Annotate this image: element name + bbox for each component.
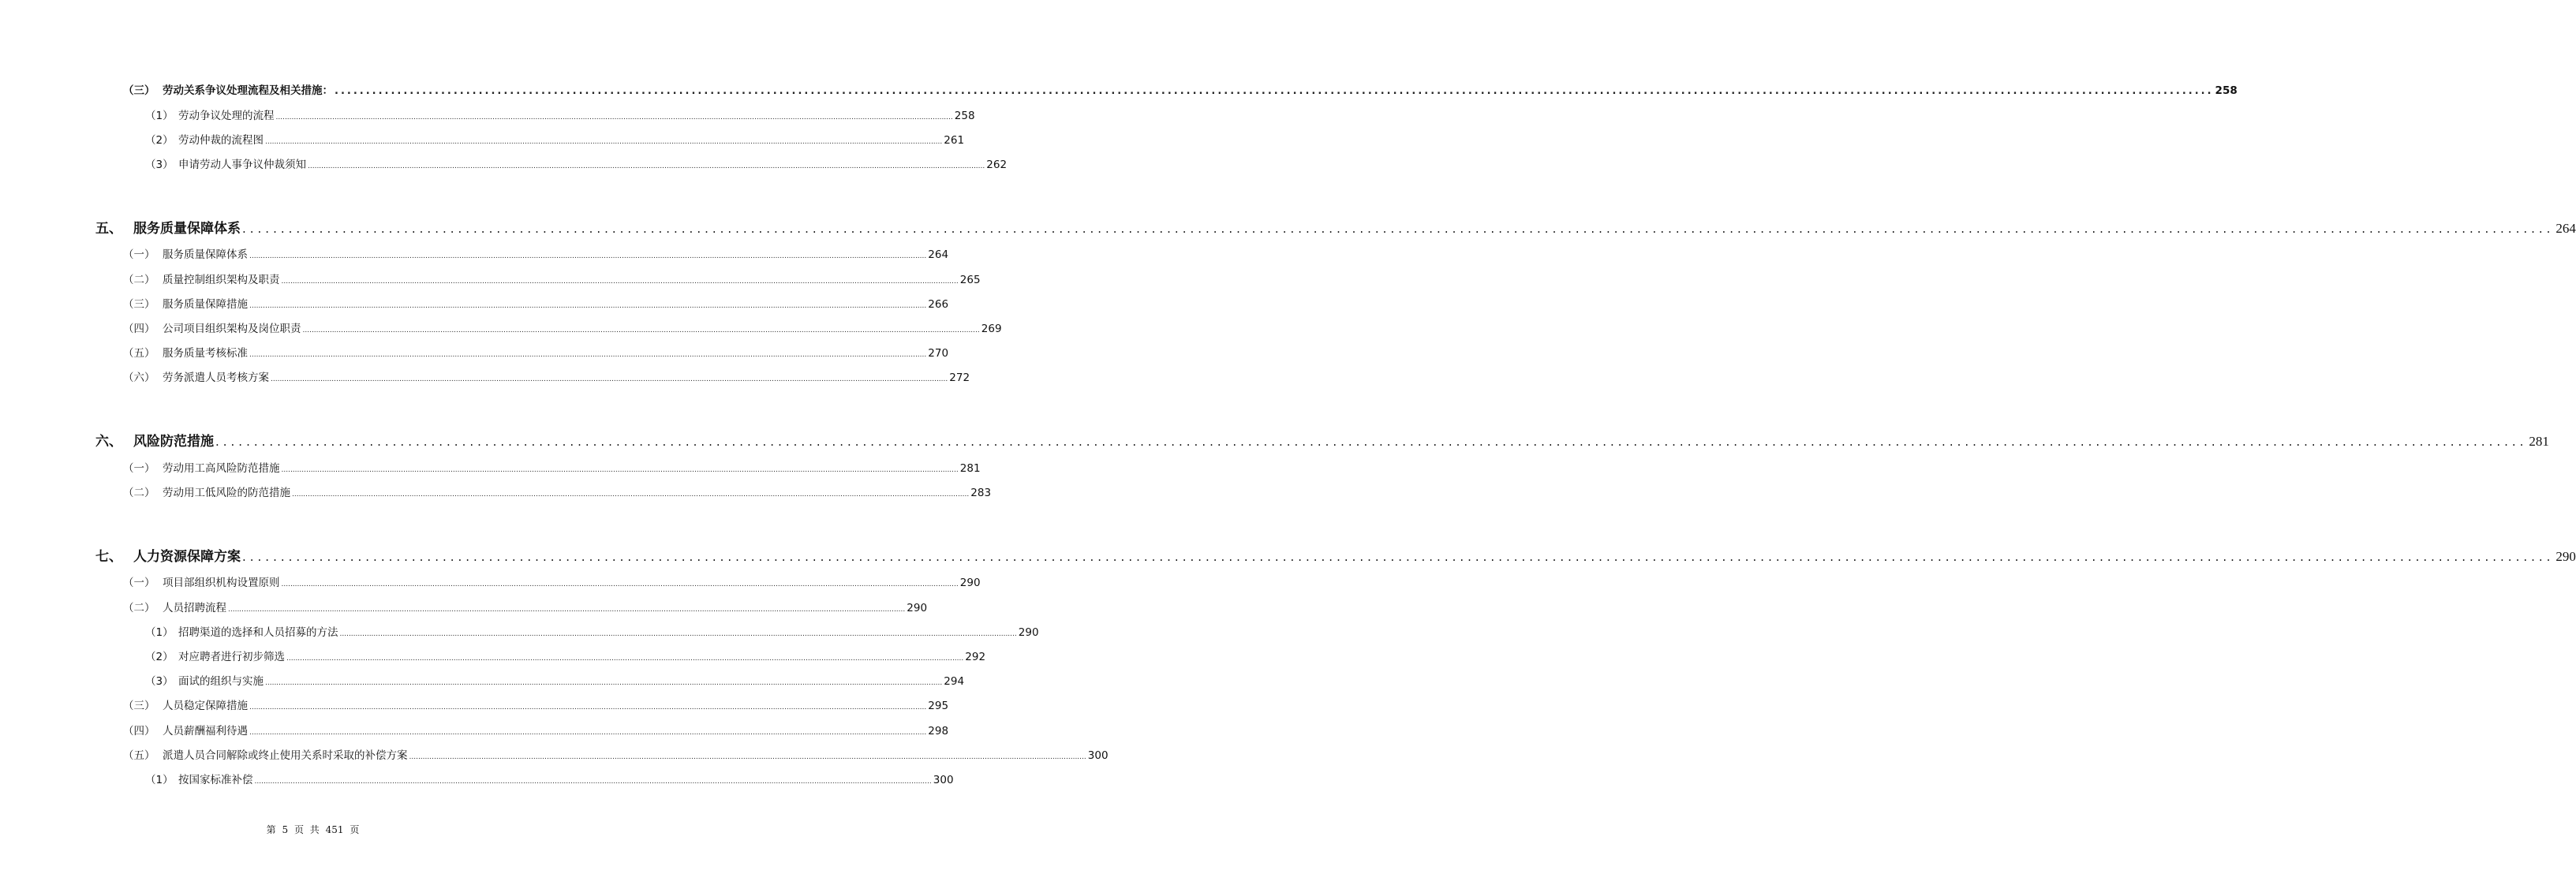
toc-dot-leader: ............................................................................................................................................................................................................................................................................................................ xyxy=(281,278,959,286)
toc-dot-leader: ............................................................................................................................................................................................................................................................................................................ xyxy=(249,252,927,260)
toc-entry-number: （1） xyxy=(145,110,174,122)
toc-dot-leader: ............................................................................................................................................................................................................................................................................................................ xyxy=(335,85,2214,97)
toc-entry-title: 服务质量保障体系 xyxy=(133,221,241,237)
toc-entry-number: （四） xyxy=(123,323,155,335)
toc-entry-number: （2） xyxy=(145,134,174,147)
toc-entry-page-number: 258 xyxy=(954,110,975,122)
toc-entry-page-number: 266 xyxy=(928,298,949,311)
toc-entry-number: 五、 xyxy=(95,221,122,237)
toc-entry-page-number: 290 xyxy=(2555,549,2576,564)
toc-entry-page-number: 300 xyxy=(933,774,954,786)
toc-dot-leader: ............................................................................................................................................................................................................................................................................................................ xyxy=(242,222,2555,236)
toc-entry-title: 服务质量保障措施 xyxy=(163,298,248,311)
toc-entry[interactable] xyxy=(123,81,2238,97)
toc-entry-number: （二） xyxy=(123,274,155,286)
toc-entry[interactable] xyxy=(95,217,2576,237)
toc-entry[interactable] xyxy=(123,746,1109,762)
toc-entry-title: 面试的组织与实施 xyxy=(178,675,264,688)
toc-entry-title: 人力资源保障方案 xyxy=(133,549,241,565)
toc-dot-leader: ............................................................................................................................................................................................................................................................................................................ xyxy=(302,327,980,334)
toc-entry[interactable] xyxy=(145,648,986,663)
toc-entry[interactable] xyxy=(145,672,965,688)
toc-entry-page-number: 262 xyxy=(986,159,1008,171)
toc-dot-leader: ............................................................................................................................................................................................................................................................................................................ xyxy=(292,491,970,499)
toc-entry[interactable] xyxy=(95,545,2576,565)
toc-entry-number: （三） xyxy=(123,700,155,712)
footer-total-word: 共 xyxy=(309,824,320,835)
toc-dot-leader: ............................................................................................................................................................................................................................................................................................................ xyxy=(308,162,985,170)
toc-dot-leader: ............................................................................................................................................................................................................................................................................................................ xyxy=(215,435,2528,449)
toc-entry-number: （3） xyxy=(145,675,174,688)
footer-prefix: 第 xyxy=(266,824,276,835)
toc-entry-title: 招聘渠道的选择和人员招募的方法 xyxy=(178,626,338,639)
toc-dot-leader: ............................................................................................................................................................................................................................................................................................................ xyxy=(409,753,1086,761)
footer-page-word: 页 xyxy=(293,824,304,835)
toc-entry[interactable] xyxy=(123,295,949,311)
toc-dot-leader: ............................................................................................................................................................................................................................................................................................................ xyxy=(286,655,964,663)
toc-entry-page-number: 269 xyxy=(981,323,1002,335)
toc-entry-number: （六） xyxy=(123,372,155,384)
toc-entry-page-number: 290 xyxy=(1018,626,1039,639)
toc-entry[interactable] xyxy=(145,155,1008,171)
toc-dot-leader: ............................................................................................................................................................................................................................................................................................................ xyxy=(254,778,932,786)
toc-entry-number: 七、 xyxy=(95,549,122,565)
toc-entry-title: 劳动关系争议处理流程及相关措施： xyxy=(163,84,333,97)
toc-entry-number: （二） xyxy=(123,487,155,499)
toc-entry-number: （1） xyxy=(145,626,174,639)
toc-dot-leader: ............................................................................................................................................................................................................................................................................................................ xyxy=(249,729,927,737)
toc-entry-title: 劳动仲裁的流程图 xyxy=(178,134,264,147)
toc-entry-title: 派遣人员合同解除或终止使用关系时采取的补偿方案 xyxy=(163,749,408,762)
toc-dot-leader: ............................................................................................................................................................................................................................................................................................................ xyxy=(281,581,959,588)
toc-entry-title: 人员稳定保障措施 xyxy=(163,700,248,712)
toc-entry[interactable] xyxy=(123,599,928,614)
footer-suffix: 页 xyxy=(350,824,360,835)
toc-entry-page-number: 290 xyxy=(959,577,981,589)
toc-entry-page-number: 292 xyxy=(965,651,986,663)
toc-entry-number: （五） xyxy=(123,749,155,762)
toc-entry-number: （一） xyxy=(123,577,155,589)
toc-entry[interactable] xyxy=(145,771,954,786)
toc-entry-number: （四） xyxy=(123,725,155,738)
toc-entry-title: 公司项目组织架构及岗位职责 xyxy=(163,323,301,335)
toc-entry-page-number: 272 xyxy=(949,372,970,384)
toc-dot-leader: ............................................................................................................................................................................................................................................................................................................ xyxy=(275,114,953,121)
toc-entry-title: 劳务派遣人员考核方案 xyxy=(163,372,269,384)
toc-entry-page-number: 264 xyxy=(928,248,949,261)
toc-dot-leader: ............................................................................................................................................................................................................................................................................................................ xyxy=(265,138,943,146)
footer-current-page: 5 xyxy=(282,824,289,835)
toc-dot-leader: ............................................................................................................................................................................................................................................................................................................ xyxy=(249,704,927,711)
toc-dot-leader: ............................................................................................................................................................................................................................................................................................................ xyxy=(281,466,959,474)
toc-entry-page-number: 281 xyxy=(2529,434,2549,449)
toc-entry-number: （1） xyxy=(145,774,174,786)
toc-entry-number: （3） xyxy=(145,159,174,171)
toc-entry-number: （2） xyxy=(145,651,174,663)
toc-entry[interactable] xyxy=(123,696,949,712)
toc-entry-page-number: 261 xyxy=(944,134,965,147)
toc-entry-number: 六、 xyxy=(95,434,122,450)
toc-entry-number: （二） xyxy=(123,602,155,614)
toc-entry-number: （三） xyxy=(123,84,155,97)
toc-entry-title: 风险防范措施 xyxy=(133,434,214,450)
toc-entry-number: （三） xyxy=(123,298,155,311)
toc-entry[interactable] xyxy=(123,484,992,499)
toc-entry-title: 申请劳动人事争议仲裁须知 xyxy=(178,159,306,171)
toc-entry-page-number: 290 xyxy=(907,602,928,614)
toc-entry-title: 对应聘者进行初步筛选 xyxy=(178,651,285,663)
toc-entry[interactable] xyxy=(95,430,2549,450)
toc-entry-page-number: 295 xyxy=(928,700,949,712)
toc-dot-leader: ............................................................................................................................................................................................................................................................................................................ xyxy=(228,606,906,614)
toc-entry-page-number: 270 xyxy=(928,347,949,360)
toc-entry-page-number: 281 xyxy=(959,462,981,475)
toc-entry[interactable] xyxy=(123,319,1002,335)
toc-entry[interactable] xyxy=(145,106,975,122)
toc-entry-title: 劳动用工高风险防范措施 xyxy=(163,462,280,475)
page-footer xyxy=(0,823,626,836)
toc-entry-number: （五） xyxy=(123,347,155,360)
toc-entry-title: 人员招聘流程 xyxy=(163,602,226,614)
toc-entry-number: （一） xyxy=(123,462,155,475)
toc-dot-leader: ............................................................................................................................................................................................................................................................................................................ xyxy=(242,550,2555,564)
toc-entry[interactable] xyxy=(145,131,965,147)
toc-entry-page-number: 294 xyxy=(944,675,965,688)
toc-entry-title: 按国家标准补偿 xyxy=(178,774,253,786)
toc-dot-leader: ............................................................................................................................................................................................................................................................................................................ xyxy=(271,375,948,383)
toc-dot-leader: ............................................................................................................................................................................................................................................................................................................ xyxy=(265,679,943,687)
toc-entry-title: 服务质量考核标准 xyxy=(163,347,248,360)
toc-entry-page-number: 283 xyxy=(970,487,992,499)
toc-entry[interactable] xyxy=(123,573,981,589)
toc-dot-leader: ............................................................................................................................................................................................................................................................................................................ xyxy=(339,630,1017,638)
toc-entry-title: 人员薪酬福利待遇 xyxy=(163,725,248,738)
toc-entry[interactable] xyxy=(123,722,949,738)
toc-entry[interactable] xyxy=(123,271,981,286)
toc-entry-title: 服务质量保障体系 xyxy=(163,248,248,261)
toc-entry-page-number: 300 xyxy=(1087,749,1109,762)
toc-entry-page-number: 298 xyxy=(928,725,949,738)
toc-dot-leader: ............................................................................................................................................................................................................................................................................................................ xyxy=(249,351,927,359)
toc-entry[interactable] xyxy=(123,368,970,384)
toc-entry-page-number: 264 xyxy=(2555,221,2576,236)
toc-entry-number: （一） xyxy=(123,248,155,261)
toc-entry-title: 质量控制组织架构及职责 xyxy=(163,274,280,286)
toc-entry[interactable] xyxy=(123,344,949,360)
toc-entry-page-number: 265 xyxy=(959,274,981,286)
toc-entry[interactable] xyxy=(123,245,949,261)
toc-dot-leader: ............................................................................................................................................................................................................................................................................................................ xyxy=(249,302,927,310)
toc-entry-title: 劳动用工低风险的防范措施 xyxy=(163,487,290,499)
toc-entry[interactable] xyxy=(123,459,981,475)
toc-entry-title: 项目部组织机构设置原则 xyxy=(163,577,280,589)
toc-entry[interactable] xyxy=(145,623,1039,639)
footer-total-pages: 451 xyxy=(325,824,344,835)
toc-entry-page-number: 258 xyxy=(2215,84,2238,97)
toc-entry-title: 劳动争议处理的流程 xyxy=(178,110,275,122)
